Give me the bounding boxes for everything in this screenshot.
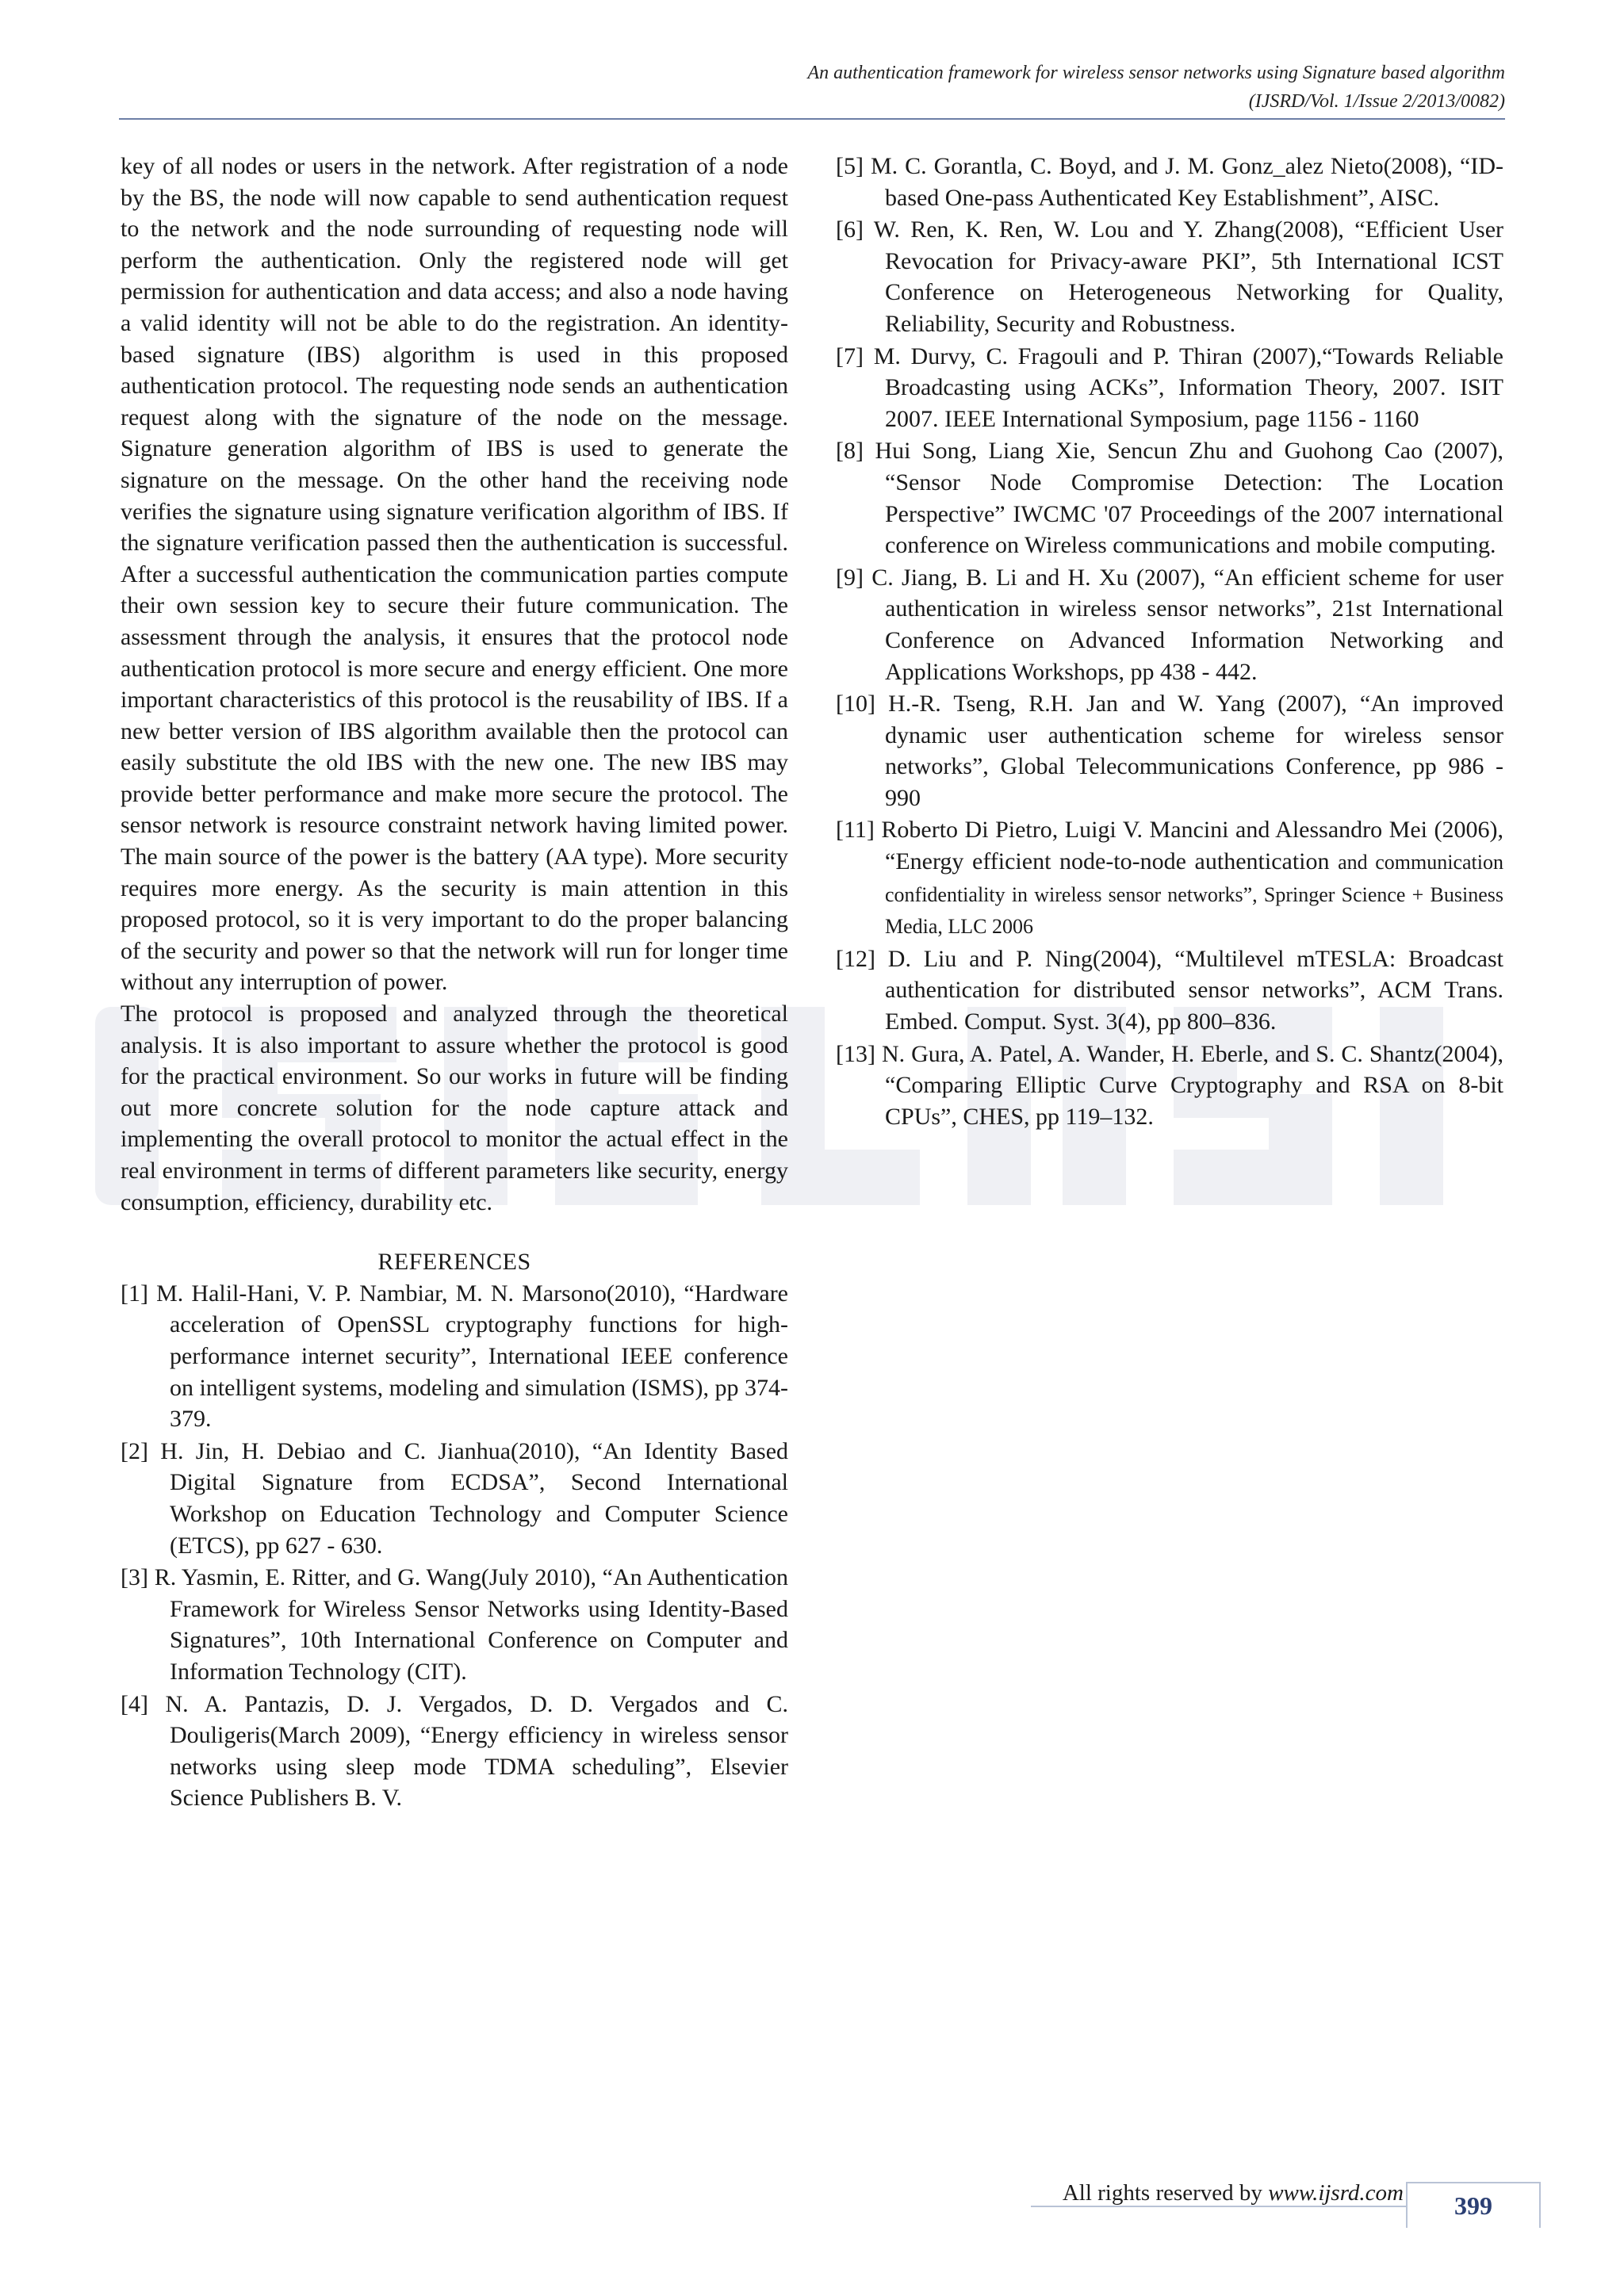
reference-item [121,1689,788,1814]
right-column [836,151,1503,1133]
reference-number: [3] [121,1564,148,1591]
reference-number: [8] [836,438,864,465]
reference-text: Hui Song, Liang Xie, Sencun Zhu and Guohong Cao (2007), “Sensor Node Compromise Detection: The Location Perspective” IWCMC '07 Proceedings of the 2007 international conference on Wireless communications and mobile computing. [875,438,1504,559]
reference-item [836,341,1503,435]
reference-item [836,151,1503,213]
reference-item [836,214,1503,339]
reference-number: [7] [836,342,864,369]
reference-item [836,688,1503,813]
reference-text: R. Yasmin, E. Ritter, and G. Wang(July 2010), “An Authentication Framework for Wireless Sensor Networks using Identity-Based Signatures”, 10th International Conference on Computer and Information Technology (CIT). [154,1564,789,1685]
reference-number: [2] [121,1437,148,1464]
left-column [121,151,788,1815]
reference-text: Roberto Di Pietro, Luigi V. Mancini and Alessandro Mei (2006), “Energy efficient node-to-node authentication [881,817,1503,875]
reference-item [836,943,1503,1038]
reference-text: N. Gura, A. Patel, A. Wander, H. Eberle, and S. C. Shantz(2004), “Comparing Elliptic Curve Cryptography and RSA on 8-bit CPUs”, CHES, pp 119–132. [881,1040,1503,1130]
references-heading: REFERENCES [377,1249,531,1276]
header-divider [119,118,1505,120]
reference-item [836,1039,1503,1133]
reference-text: M. Durvy, C. Fragouli and P. Thiran (2007),“Towards Reliable Broadcasting using ACKs”, Information Theory, 2007. ISIT 2007. IEEE International Symposium, page 1156 - 1160 [873,342,1503,432]
page-number: 399 [1406,2182,1541,2228]
reference-text: W. Ren, K. Ren, W. Lou and Y. Zhang(2008), “Efficient User Revocation for Privacy-aware PKI”, 5th International ICST Conference on Heterogeneous Networking for Quality, Reliability, Security and Robustness. [873,216,1503,337]
reference-text: N. A. Pantazis, D. J. Vergados, D. D. Vergados and C. Douligeris(March 2009), “Energy efficiency in wireless sensor networks using sleep mode TDMA scheduling”, Elsevier Science Publishers B. V. [165,1690,789,1812]
reference-text: H.-R. Tseng, R.H. Jan and W. Yang (2007), “An improved dynamic user authentication scheme for wireless sensor networks”, Global Telecommunications Conference, pp 986 - 990 [885,691,1503,811]
footer-rights-label: All rights reserved by [1062,2180,1269,2206]
reference-item [836,435,1503,561]
reference-list [121,1278,788,1814]
footer-rights [1063,2180,1404,2206]
reference-text: C. Jiang, B. Li and H. Xu (2007), “An efficient scheme for user authentication in wireless sensor networks”, 21st International Conference on Advanced Information Networking and Applications Workshops, pp 438 - 442. [871,564,1504,685]
footer-site-link[interactable]: www.ijsrd.com [1268,2180,1404,2206]
reference-item [836,814,1503,942]
reference-number: [12] [836,945,875,972]
header-title: An authentication framework for wireless sensor networks using Signature based algorithm [807,63,1505,83]
reference-item [121,1436,788,1561]
reference-item [121,1562,788,1687]
reference-number: [11] [836,817,875,844]
reference-text: M. Halil-Hani, V. P. Nambiar, M. N. Marsono(2010), “Hardware acceleration of OpenSSL cryptography functions for high-performance internet security”, International IEEE conference on intelligent systems, modeling and simulation (ISMS), pp 374-379. [156,1280,788,1433]
reference-text: M. C. Gorantla, C. Boyd, and J. M. Gonz_alez Nieto(2008), “ID- based One-pass Authenticated Key Establishment”, AISC. [870,153,1503,211]
reference-list [836,151,1503,1132]
reference-item [836,562,1503,687]
reference-number: [4] [121,1690,148,1717]
reference-item [121,1278,788,1435]
reference-text-continued: and communication confidentiality in wireless sensor networks”, Springer Science + Business Media, LLC 2006 [885,851,1503,939]
body-paragraph: key of all nodes or users in the network. After registration of a node by the BS, the node will now capable to send authentication request to the network and the node surrounding of requesting node will perform the authentication. Only the registered node will get permission for authentication and data access; and also a node having a valid identity will not be able to do the registration. An identity-based signature (IBS) algorithm is used in this proposed authentication protocol. The requesting node sends an authentication request along with the signature of the node on the message. Signature generation algorithm of IBS is used to generate the signature on the message. On the other hand the receiving node verifies the signature using signature verification algorithm of IBS. If the signature verification passed then the authentication is successful. After a successful authentication the communication parties compute their own session key to secure their future communication. The assessment through the analysis, it ensures that the protocol node authentication protocol is more secure and energy efficient. One more important characteristics of this protocol is the reusability of IBS. If a new better version of IBS algorithm available then the protocol can easily substitute the old IBS with the new one. The new IBS may provide better performance and make more secure the protocol. The sensor network is resource constraint network having limited power. The main source of the power is the battery (AA type). More security requires more energy. As the security is main attention in this proposed protocol, so it is very important to do the proper balancing of the security and power so that the network will run for longer time without any interruption of power. [121,153,788,996]
reference-text: D. Liu and P. Ning(2004), “Multilevel mTESLA: Broadcast authentication for distributed sensor networks”, ACM Trans. Embed. Comput. Syst. 3(4), pp 800–836. [885,945,1504,1035]
reference-number: [13] [836,1040,875,1067]
reference-text: H. Jin, H. Debiao and C. Jianhua(2010), “An Identity Based Digital Signature from ECDSA”, Second International Workshop on Education Technology and Computer Science (ETCS), pp 627 - 630. [160,1437,789,1559]
reference-number: [10] [836,691,875,718]
reference-number: [1] [121,1280,148,1307]
reference-number: [6] [836,216,864,243]
reference-number: [5] [836,153,864,179]
reference-number: [9] [836,564,864,591]
running-header [807,59,1505,116]
body-paragraph: The protocol is proposed and analyzed through the theoretical analysis. It is also important to assure whether the protocol is good for the practical environment. So our works in future will be finding out more concrete solution for the node capture attack and implementing the overall protocol to monitor the actual effect in the real environment in terms of different parameters like security, energy consumption, efficiency, durability etc. [121,1001,788,1215]
header-issue: (IJSRD/Vol. 1/Issue 2/2013/0082) [1248,91,1505,112]
